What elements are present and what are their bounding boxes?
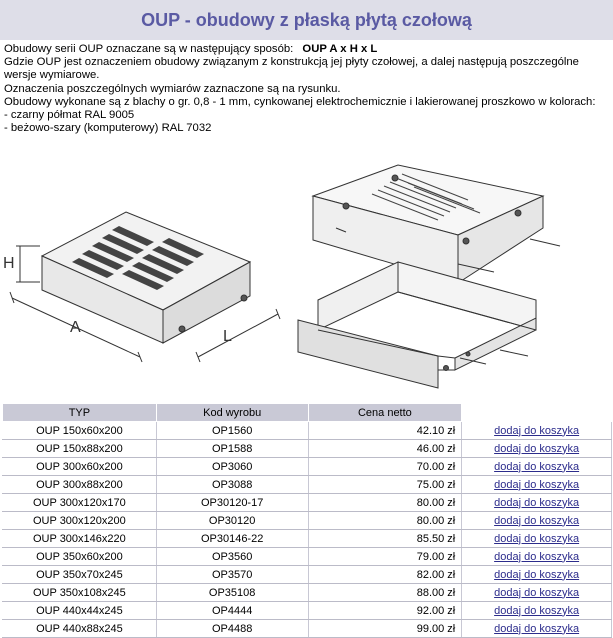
title-bar: [0, 0, 613, 40]
cell-kod: OP35108: [156, 584, 308, 602]
add-to-cart-link[interactable]: dodaj do koszyka: [494, 550, 580, 563]
table-row: [3, 530, 612, 548]
cell-typ: OUP 300x120x170: [3, 494, 157, 512]
column-header-typ: TYP: [3, 404, 157, 422]
table-row: [3, 476, 612, 494]
cell-price: 88.00 zł: [308, 584, 462, 602]
cell-cart: [462, 548, 612, 566]
cell-price: 75.00 zł: [308, 476, 462, 494]
cell-cart: [462, 620, 612, 638]
product-table: [2, 403, 612, 638]
cell-price: 82.00 zł: [308, 566, 462, 584]
description-line-oup: Gdzie OUP jest oznaczeniem obudowy związanym z konstrukcją jej płyty czołowej, a dalej następują poszczególne wersje wymiarowe.: [4, 56, 579, 82]
cell-kod: OP3060: [156, 458, 308, 476]
cell-price: 79.00 zł: [308, 548, 462, 566]
add-to-cart-link[interactable]: dodaj do koszyka: [494, 442, 580, 455]
cell-typ: OUP 440x88x245: [3, 620, 157, 638]
cell-typ: OUP 350x70x245: [3, 566, 157, 584]
cover-illustration: [313, 165, 560, 283]
scheme-code: OUP A x H x L: [302, 43, 378, 55]
add-to-cart-link[interactable]: dodaj do koszyka: [494, 424, 580, 437]
description-line-scheme: [4, 43, 604, 56]
description-line-dimensions: Oznaczenia poszczególnych wymiarów zaznaczone są na rysunku.: [4, 82, 341, 95]
cell-kod: OP4488: [156, 620, 308, 638]
cell-cart: [462, 584, 612, 602]
cell-price: 80.00 zł: [308, 494, 462, 512]
description-line-material: Obudowy wykonane są z blachy o gr. 0,8 - 1 mm, cynkowanej elektrochemicznie i lakierowanej proszkowo w kolorach:: [4, 95, 596, 108]
cell-cart: [462, 422, 612, 440]
table-row: [3, 548, 612, 566]
cell-kod: OP30120: [156, 512, 308, 530]
cell-typ: OUP 440x44x245: [3, 602, 157, 620]
dimension-label-l: L: [223, 328, 232, 345]
add-to-cart-link[interactable]: dodaj do koszyka: [494, 586, 580, 599]
add-to-cart-link[interactable]: dodaj do koszyka: [494, 622, 580, 635]
cell-kod: OP3570: [156, 566, 308, 584]
column-header-cart: [462, 404, 612, 422]
add-to-cart-link[interactable]: dodaj do koszyka: [494, 460, 580, 473]
cell-typ: OUP 350x60x200: [3, 548, 157, 566]
cell-price: 70.00 zł: [308, 458, 462, 476]
cell-kod: OP1588: [156, 440, 308, 458]
cell-cart: [462, 476, 612, 494]
table-row: [3, 620, 612, 638]
cell-cart: [462, 458, 612, 476]
add-to-cart-link[interactable]: dodaj do koszyka: [494, 478, 580, 491]
table-header-row: [3, 404, 612, 422]
add-to-cart-link[interactable]: dodaj do koszyka: [494, 496, 580, 509]
cell-price: 80.00 zł: [308, 512, 462, 530]
add-to-cart-link[interactable]: dodaj do koszyka: [494, 568, 580, 581]
cell-cart: [462, 530, 612, 548]
closed-box-illustration: [10, 212, 280, 362]
column-header-kod: Kod wyrobu: [156, 404, 308, 422]
table-row: [3, 566, 612, 584]
color-option-black: - czarny półmat RAL 9005: [4, 109, 135, 122]
cell-cart: [462, 602, 612, 620]
cell-kod: OP3560: [156, 548, 308, 566]
cell-cart: [462, 566, 612, 584]
table-row: [3, 512, 612, 530]
cell-kod: OP30120-17: [156, 494, 308, 512]
cell-typ: OUP 350x108x245: [3, 584, 157, 602]
table-row: [3, 584, 612, 602]
cell-kod: OP4444: [156, 602, 308, 620]
cell-typ: OUP 300x146x220: [3, 530, 157, 548]
cell-typ: OUP 300x88x200: [3, 476, 157, 494]
add-to-cart-link[interactable]: dodaj do koszyka: [494, 532, 580, 545]
description: [4, 43, 604, 135]
cell-typ: OUP 150x88x200: [3, 440, 157, 458]
add-to-cart-link[interactable]: dodaj do koszyka: [494, 514, 580, 527]
dimension-label-a: A: [70, 319, 81, 336]
table-row: [3, 440, 612, 458]
cell-cart: [462, 440, 612, 458]
cell-kod: OP3088: [156, 476, 308, 494]
cell-kod: OP30146-22: [156, 530, 308, 548]
dimension-label-h: H: [3, 255, 15, 272]
base-illustration: [298, 262, 536, 388]
cell-typ: OUP 300x120x200: [3, 512, 157, 530]
cell-price: 92.00 zł: [308, 602, 462, 620]
column-header-cena: Cena netto: [308, 404, 462, 422]
table-row: [3, 458, 612, 476]
table-row: [3, 602, 612, 620]
table-row: [3, 494, 612, 512]
cell-typ: OUP 150x60x200: [3, 422, 157, 440]
add-to-cart-link[interactable]: dodaj do koszyka: [494, 604, 580, 617]
cell-kod: OP1560: [156, 422, 308, 440]
enclosure-drawing: [0, 160, 613, 400]
cell-price: 99.00 zł: [308, 620, 462, 638]
product-rows: [3, 422, 612, 638]
color-option-beige: - beżowo-szary (komputerowy) RAL 7032: [4, 122, 212, 135]
cell-cart: [462, 494, 612, 512]
cell-price: 85.50 zł: [308, 530, 462, 548]
cell-typ: OUP 300x60x200: [3, 458, 157, 476]
cell-cart: [462, 512, 612, 530]
cell-price: 46.00 zł: [308, 440, 462, 458]
page-title: OUP - obudowy z płaską płytą czołową: [141, 9, 472, 30]
table-row: [3, 422, 612, 440]
scheme-intro: Obudowy serii OUP oznaczane są w następujący sposób:: [4, 43, 294, 55]
cell-price: 42.10 zł: [308, 422, 462, 440]
